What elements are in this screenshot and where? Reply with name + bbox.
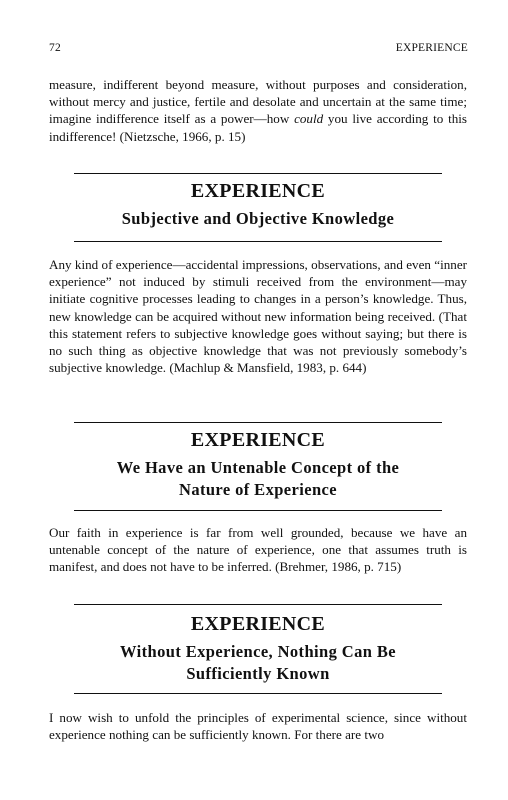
section-3-bottom-rule: [74, 693, 442, 694]
section-1-top-rule: [74, 173, 442, 174]
section-3-title: EXPERIENCE: [190, 613, 326, 635]
intro-text-before: measure, indifferent beyond measure, without purposes and consideration, without mercy and justice, fertile and desolate and uncertain at the same time; imagine indifference itself as a power—how: [49, 77, 467, 127]
section-2-subtitle-line-1: We Have an Untenable Concept of the: [116, 458, 400, 477]
section-1-body: Any kind of experience—accidental impressions, observations, and even “inner experience” not induced by stimuli received from the environment—may initiate cognitive processes leading to changes in a person’s knowledge. Thus, new knowledge can be acquired without new information being received. (That this statement refers to subjective knowledge goes without saying; but there is no such thing as objective knowledge that was not previously somebody’s subjective knowledge. (Machlup & Mansfield, 1983, p. 644): [49, 257, 467, 376]
section-3-body: I now wish to unfold the principles of experimental science, since without experience nothing can be sufficiently known. For there are two: [49, 710, 467, 743]
section-2-body: Our faith in experience is far from well grounded, because we have an untenable concept of the nature of experience, one that assumes truth is manifest, and does not have to be inferred. (Brehmer, 1986, p. 715): [49, 525, 467, 575]
section-3-subtitle-line-1: Without Experience, Nothing Can Be: [120, 642, 396, 661]
running-header: [49, 42, 468, 54]
section-1-title: EXPERIENCE: [190, 180, 326, 202]
running-title: EXPERIENCE: [395, 42, 468, 54]
intro-emphasis: could: [294, 111, 324, 127]
section-1-subtitle: [49, 208, 467, 230]
section-2-bottom-rule: [74, 510, 442, 511]
section-3-subtitle: [49, 641, 467, 684]
section-2-subtitle-line-2: Nature of Experience: [179, 479, 337, 499]
section-2-title: EXPERIENCE: [190, 429, 326, 451]
section-3-subtitle-line-2: Sufficiently Known: [186, 663, 330, 683]
section-1-subtitle-line-1: Subjective and Objective Knowledge: [121, 209, 395, 228]
section-2-top-rule: [74, 422, 442, 423]
page-number: 72: [49, 42, 61, 54]
section-2-subtitle: [49, 457, 467, 500]
section-1-bottom-rule: [74, 241, 442, 242]
intro-text-after: you live according to this indifference! (Nietzsche, 1966, p. 15): [49, 111, 467, 144]
intro-quote: [49, 76, 467, 145]
section-3-top-rule: [74, 604, 442, 605]
